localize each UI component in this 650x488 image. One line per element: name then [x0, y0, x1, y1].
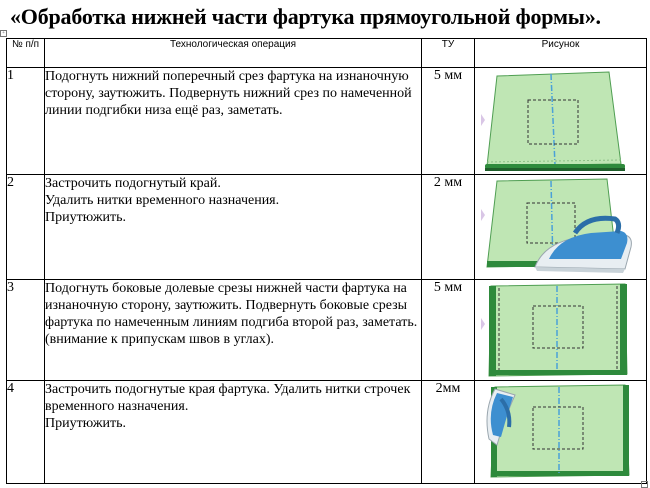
row-operation: Застрочить подогнутые края фартука. Удалить нитки строчек временного назначения. Приутюжить. [45, 381, 422, 484]
final-pressing-illustration [475, 381, 646, 483]
table-anchor-icon: + [0, 30, 7, 37]
arrow-marker-icon [481, 114, 485, 126]
row-number: 3 [7, 280, 45, 381]
arrow-marker-icon [481, 209, 485, 221]
left-side-hem [489, 286, 496, 376]
table-row [7, 280, 647, 381]
table-resize-handle-icon [641, 481, 648, 488]
arrow-marker-icon [481, 318, 485, 330]
table-row [7, 175, 647, 280]
right-side-hem [620, 284, 627, 374]
apron-hem-fold-illustration [475, 68, 646, 174]
row-picture [475, 175, 647, 280]
row-tu: 5 мм [422, 280, 475, 381]
header-operation: Технологическая операция [45, 39, 422, 68]
table-row [7, 381, 647, 484]
table-row [7, 68, 647, 175]
row-number: 2 [7, 175, 45, 280]
row-picture [475, 68, 647, 175]
row-picture [475, 381, 647, 484]
header-num: № п/п [7, 39, 45, 68]
fabric-panel [489, 284, 627, 376]
row-tu: 5 мм [422, 68, 475, 175]
hem-stitching-illustration [475, 175, 646, 279]
header-picture: Рисунок [475, 39, 647, 68]
row-tu: 2 мм [422, 175, 475, 280]
bottom-hem [491, 471, 629, 476]
row-operation: Подогнуть нижний поперечный срез фартука на изнаночную сторону, заутюжить. Подвернуть нижний срез по намеченной линии подгибки низа ещё раз, заметать. [45, 68, 422, 175]
row-tu: 2мм [422, 381, 475, 484]
hem-shadow [485, 168, 625, 171]
header-tu: ТУ [422, 39, 475, 68]
row-operation: Подогнуть боковые долевые срезы нижней части фартука на изнаночную сторону, заутюжить. Подвернуть боковые срезы фартука по намеченным линиям подгиба второй раз, заметать. (внимание к припускам швов в углах). [45, 280, 422, 381]
table-header-row [7, 39, 647, 68]
row-operation: Застрочить подогнутый край. Удалить нитки временного назначения. Приутюжить. [45, 175, 422, 280]
page-title: «Обработка нижней части фартука прямоугольной формы». [10, 4, 601, 29]
row-picture [475, 280, 647, 381]
bottom-hem [489, 370, 627, 375]
row-number: 4 [7, 381, 45, 484]
side-hem-fold-illustration [475, 280, 646, 380]
right-side-hem [623, 385, 629, 475]
row-number: 1 [7, 68, 45, 175]
technology-table [6, 38, 647, 484]
